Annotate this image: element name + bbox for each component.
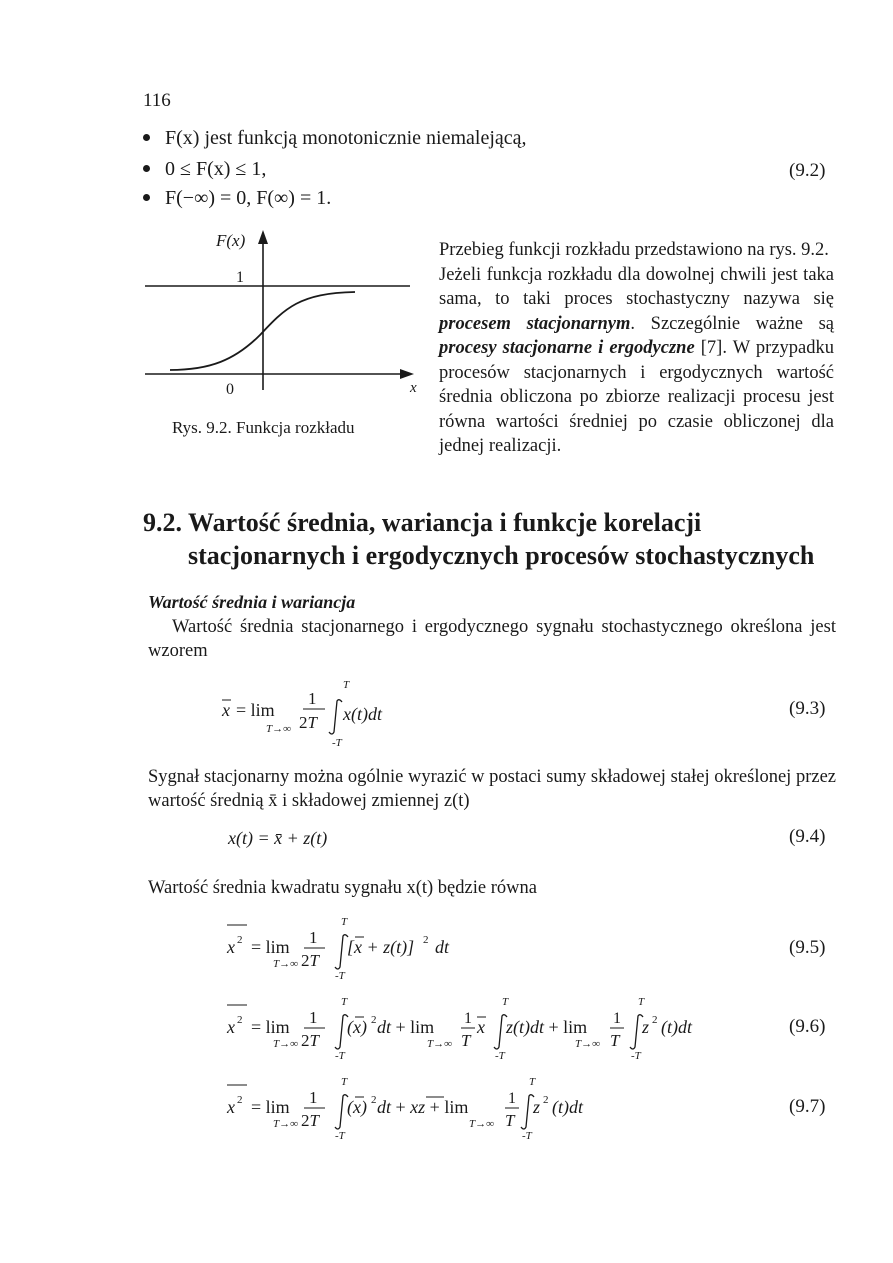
svg-text:T→∞: T→∞ — [427, 1038, 452, 1050]
text-run: [7]. W przypadku procesów stacjonarnych i ergodycznych wartość średnia obliczona po zbiorze realizacji procesu jest równa wartości średniej po czasie obliczonej dla jednej realizacji. — [439, 338, 834, 456]
svg-text:T: T — [341, 996, 348, 1008]
svg-text:T: T — [505, 1111, 515, 1130]
equation-9-5 — [225, 915, 525, 985]
equation-9-3 — [220, 676, 420, 746]
x-axis-label: x — [410, 380, 417, 396]
subheading: Wartość średnia i wariancja — [148, 592, 356, 612]
svg-text:dt: dt — [435, 937, 450, 957]
svg-text:x: x — [227, 937, 235, 957]
svg-text:2: 2 — [423, 934, 429, 946]
svg-text:1: 1 — [613, 1010, 621, 1027]
svg-text:T→∞: T→∞ — [469, 1118, 494, 1130]
svg-text:= lim: = lim — [251, 937, 290, 957]
heading-line: stacjonarnych i ergodycznych procesów stochastycznych — [188, 541, 815, 570]
svg-text:dt + xz + lim: dt + xz + lim — [377, 1097, 469, 1117]
svg-text:T→∞: T→∞ — [273, 958, 298, 970]
equation-9-7 — [225, 1075, 625, 1145]
paragraph: Wartość średnia stacjonarnego i ergodycznego sygnału stochastycznego określona jest wzorem — [148, 617, 836, 661]
svg-text:1: 1 — [308, 689, 317, 708]
svg-text:T: T — [341, 916, 348, 928]
svg-text:1: 1 — [464, 1010, 472, 1027]
side-paragraph — [439, 263, 834, 459]
svg-text:T→∞: T→∞ — [266, 723, 291, 735]
svg-text:x: x — [227, 1017, 235, 1037]
svg-text:(x): (x) — [347, 1097, 367, 1117]
svg-text:[x + z(t)]: [x + z(t)] — [347, 937, 415, 957]
svg-text:2: 2 — [371, 1014, 377, 1026]
text-run: Jeżeli funkcja rozkładu dla dowolnej chwili jest taka sama, to taki proces stochastyczny nazywa się — [439, 264, 834, 309]
equation-9-4: x(t) = x̄ + z(t) — [228, 828, 328, 848]
svg-text:z(t)dt + lim: z(t)dt + lim — [506, 1017, 588, 1037]
svg-text:2: 2 — [237, 1014, 243, 1026]
text-run: . Szczególnie ważne są — [630, 313, 834, 334]
svg-text:z: z — [533, 1097, 541, 1117]
level-one-label: 1 — [236, 269, 244, 286]
svg-text:1: 1 — [309, 1088, 318, 1107]
svg-text:= lim: = lim — [251, 1017, 290, 1037]
svg-text:2: 2 — [371, 1094, 377, 1106]
equation-number: (9.7) — [789, 1096, 826, 1117]
svg-text:= lim: = lim — [236, 700, 275, 720]
svg-text:= lim: = lim — [251, 1097, 290, 1117]
svg-text:T: T — [610, 1031, 620, 1050]
svg-text:dt + lim: dt + lim — [377, 1017, 435, 1037]
svg-text:2: 2 — [237, 934, 243, 946]
svg-text:(t)dt: (t)dt — [661, 1017, 692, 1037]
x-axis-arrow — [400, 369, 414, 379]
svg-text:1: 1 — [309, 1008, 318, 1027]
svg-text:x: x — [477, 1017, 485, 1037]
svg-text:T: T — [341, 1076, 348, 1088]
equation-number: (9.5) — [789, 937, 826, 958]
svg-text:-T: -T — [335, 1050, 345, 1062]
heading-line: 9.2. Wartość średnia, wariancja i funkcje korelacji — [143, 508, 702, 537]
svg-text:-T: -T — [335, 970, 345, 982]
side-paragraph: Przebieg funkcji rozkładu przedstawiono na rys. 9.2. — [439, 240, 829, 260]
bullet-text: F(−∞) = 0, F(∞) = 1. — [165, 187, 332, 209]
svg-text:2T: 2T — [299, 713, 317, 732]
svg-text:2T: 2T — [301, 1111, 319, 1130]
svg-text:(x): (x) — [347, 1017, 367, 1037]
equation-number: (9.3) — [789, 698, 826, 719]
equation-9-6 — [225, 995, 725, 1065]
svg-text:-T: -T — [631, 1050, 641, 1062]
svg-text:T: T — [461, 1031, 471, 1050]
side-text — [439, 238, 834, 459]
svg-text:T: T — [529, 1076, 536, 1088]
cdf-figure — [140, 220, 430, 400]
svg-text:2: 2 — [652, 1014, 658, 1026]
svg-text:T: T — [343, 679, 350, 691]
svg-text:x(t)dt: x(t)dt — [343, 704, 382, 724]
equation-number: (9.4) — [789, 826, 826, 847]
svg-text:T→∞: T→∞ — [575, 1038, 600, 1050]
y-axis-arrow — [258, 230, 268, 244]
svg-text:x: x — [227, 1097, 235, 1117]
svg-text:(t)dt: (t)dt — [552, 1097, 583, 1117]
svg-text:2: 2 — [237, 1094, 243, 1106]
svg-text:-T: -T — [522, 1130, 532, 1142]
svg-text:1: 1 — [508, 1090, 516, 1107]
svg-text:2T: 2T — [301, 1031, 319, 1050]
bullet-item — [143, 127, 527, 150]
figure-caption: Rys. 9.2. Funkcja rozkładu — [172, 418, 355, 437]
bullet-item — [143, 187, 331, 210]
section-heading — [143, 506, 863, 572]
svg-text:T: T — [502, 996, 509, 1008]
bullet-text: 0 ≤ F(x) ≤ 1, — [165, 158, 267, 180]
equation-number: (9.6) — [789, 1016, 826, 1037]
origin-label: 0 — [226, 381, 234, 398]
y-axis-label: F(x) — [216, 231, 246, 250]
svg-text:1: 1 — [309, 928, 318, 947]
svg-text:T: T — [638, 996, 645, 1008]
paragraph: Sygnał stacjonarny można ogólnie wyrazić w postaci sumy składowej stałej określonej przez wartość średnią x̄ i składowej zmiennej z(t) — [148, 767, 836, 811]
svg-text:2: 2 — [543, 1094, 549, 1106]
svg-text:2T: 2T — [301, 951, 319, 970]
svg-text:z: z — [642, 1017, 650, 1037]
equation-number: (9.2) — [789, 160, 826, 181]
svg-text:x: x — [222, 700, 230, 720]
bullet-item — [143, 158, 266, 181]
svg-text:T→∞: T→∞ — [273, 1118, 298, 1130]
emphasis-term: procesem stacjonarnym — [439, 313, 631, 334]
svg-text:-T: -T — [332, 737, 342, 746]
svg-text:-T: -T — [495, 1050, 505, 1062]
page-number: 116 — [143, 90, 171, 111]
paragraph: Wartość średnia kwadratu sygnału x(t) będzie równa — [148, 878, 537, 898]
emphasis-term: procesy stacjonarne i ergodyczne — [439, 338, 695, 358]
svg-text:T→∞: T→∞ — [273, 1038, 298, 1050]
bullet-text: F(x) jest funkcją monotonicznie niemalejącą, — [165, 127, 527, 149]
svg-text:-T: -T — [335, 1130, 345, 1142]
